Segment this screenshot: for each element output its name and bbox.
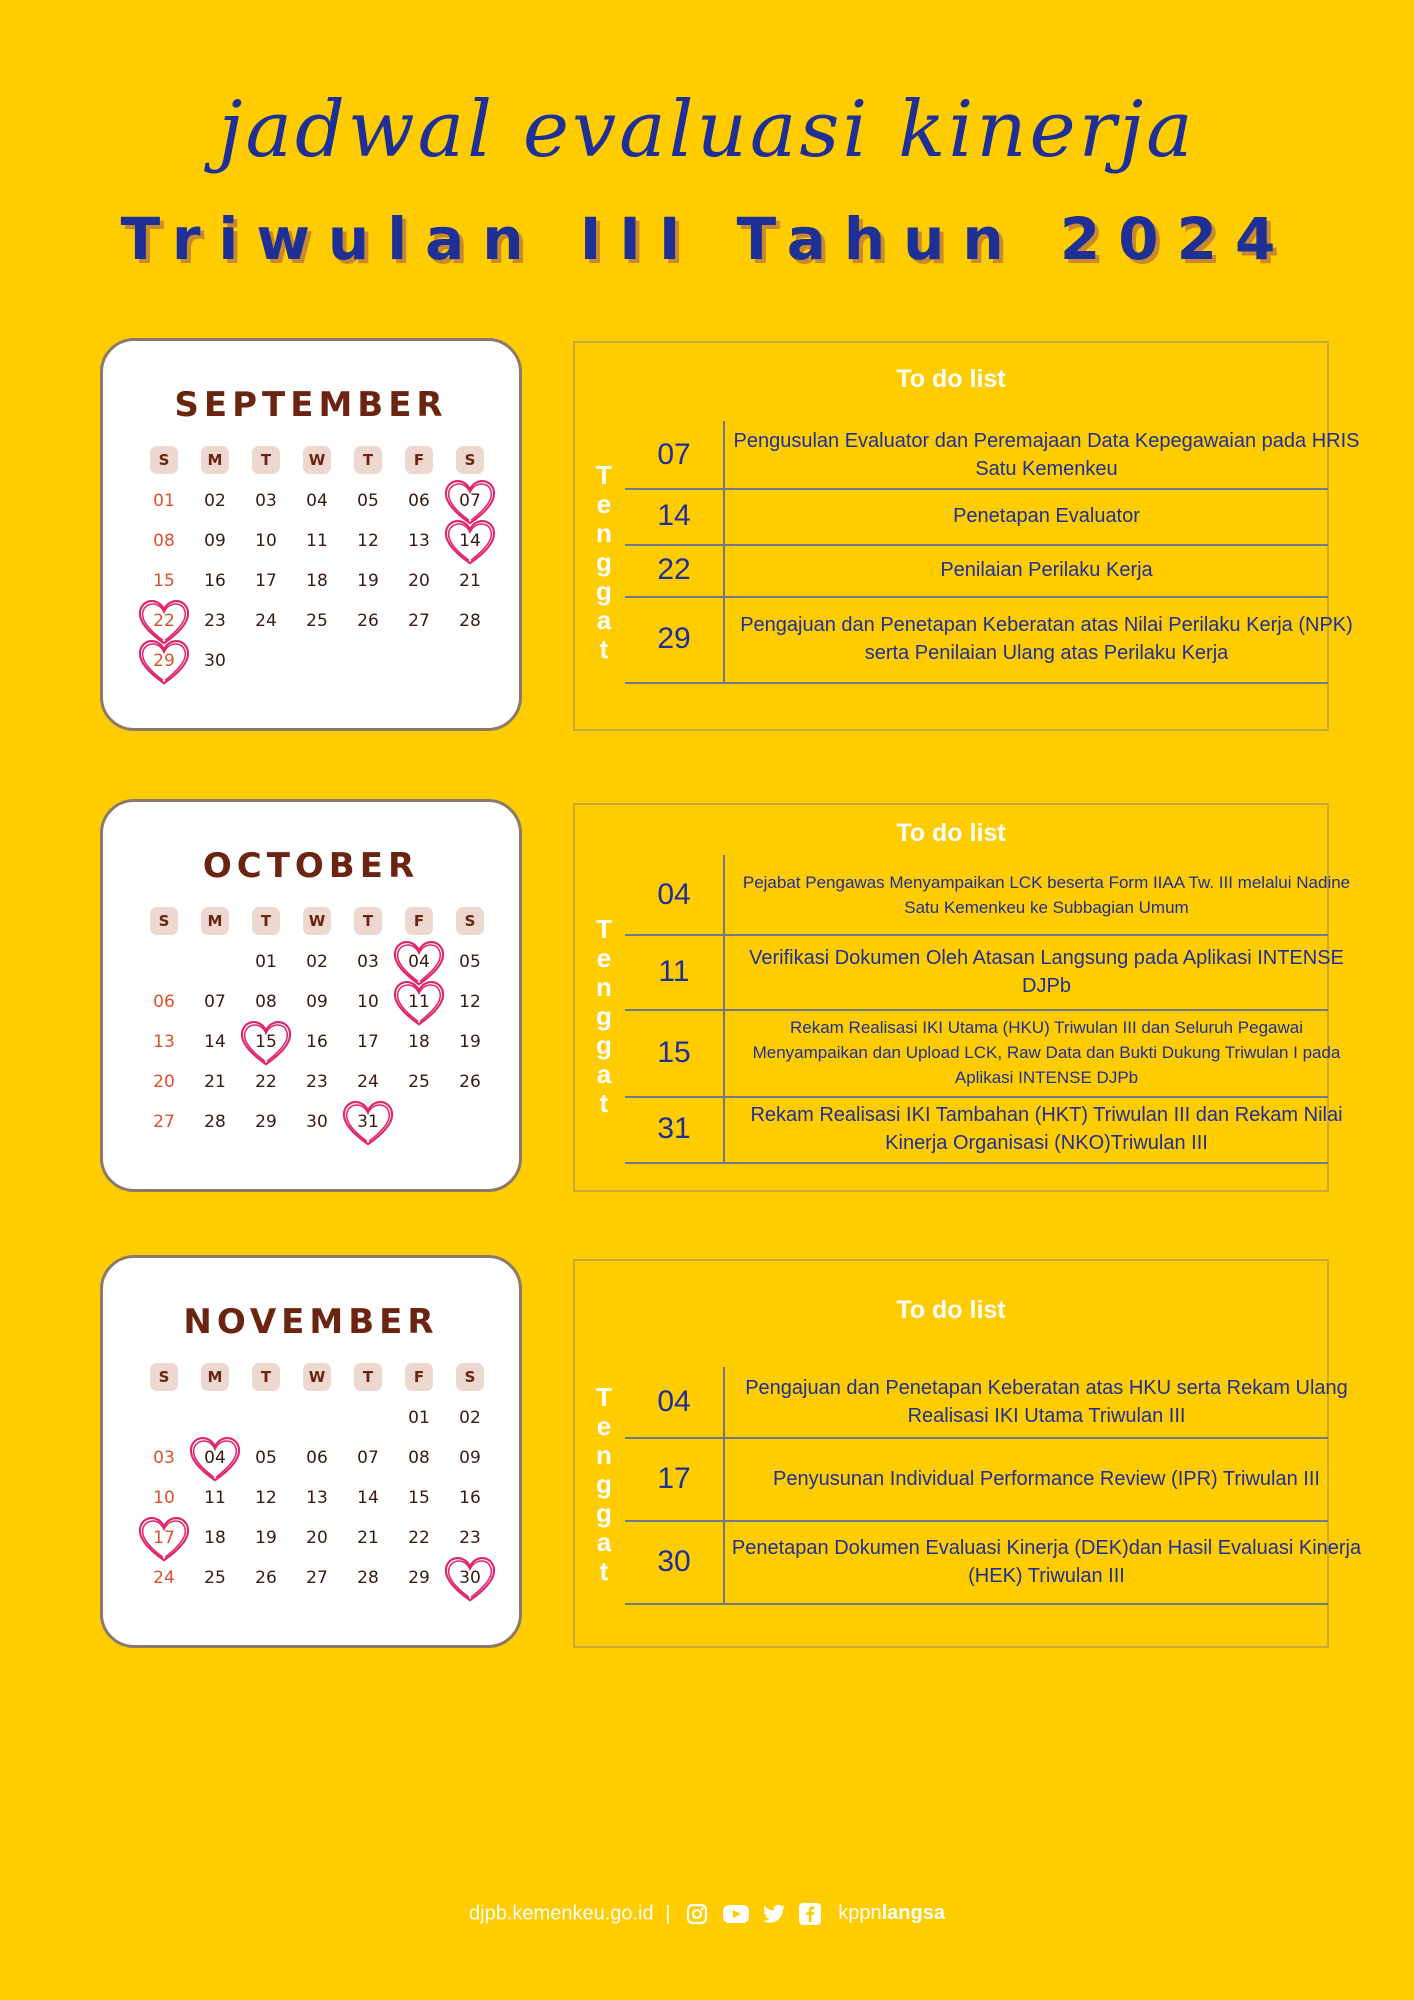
calendar-day: 22 — [153, 611, 175, 631]
calendar-day: 21 — [357, 1528, 379, 1548]
task-description: Rekam Realisasi IKI Tambahan (HKT) Triwulan III dan Rekam Nilai Kinerja Organisasi (NKO)Triwulan III — [750, 1104, 1343, 1154]
calendar-day: 01 — [408, 1408, 430, 1428]
heart-highlight-icon — [339, 1096, 397, 1150]
calendar-day: 30 — [204, 651, 226, 671]
weekday-header: F — [405, 1363, 433, 1391]
heart-highlight-icon — [135, 1512, 193, 1566]
month-title: NOVEMBER — [183, 1302, 439, 1342]
calendar-day: 02 — [204, 491, 226, 511]
calendar-day: 21 — [204, 1072, 226, 1092]
task-date: 31 — [625, 1096, 725, 1162]
calendar-day: 27 — [153, 1112, 175, 1132]
calendar-day: 28 — [357, 1568, 379, 1588]
todo-panel-september — [573, 341, 1360, 731]
calendar-day: 19 — [357, 571, 379, 591]
calendar-day: 14 — [357, 1488, 379, 1508]
task-date: 29 — [625, 596, 725, 682]
heart-highlight-icon — [186, 1432, 244, 1486]
task-date: 04 — [625, 1367, 725, 1437]
calendar-october — [100, 799, 522, 1192]
calendar-day: 23 — [306, 1072, 328, 1092]
weekday-header: S — [150, 1363, 178, 1391]
calendar-day: 12 — [459, 992, 481, 1012]
calendar-day: 15 — [153, 571, 175, 591]
heart-highlight-icon — [237, 1016, 295, 1070]
calendar-september — [100, 338, 522, 731]
calendar-day: 22 — [408, 1528, 430, 1548]
task-description: Rekam Realisasi IKI Utama (HKU) Triwulan III dan Seluruh Pegawai Menyampaikan dan Upload LCK, Raw Data dan Bukti Dukung Triwulan I pada Aplikasi INTENSE DJPb — [752, 1018, 1341, 1087]
task-description: Penetapan Evaluator — [953, 505, 1140, 527]
weekday-header: S — [456, 1363, 484, 1391]
calendar-day: 05 — [255, 1448, 277, 1468]
calendar-day: 12 — [255, 1488, 277, 1508]
calendar-day: 18 — [408, 1032, 430, 1052]
footer — [0, 1902, 1414, 1926]
calendar-day: 02 — [306, 952, 328, 972]
footer-handle[interactable] — [838, 1902, 945, 1924]
heart-highlight-icon — [441, 515, 499, 569]
calendar-day: 13 — [306, 1488, 328, 1508]
weekday-header: T — [354, 1363, 382, 1391]
calendar-day: 20 — [306, 1528, 328, 1548]
task-row — [625, 1009, 1341, 1098]
calendar-day: 08 — [408, 1448, 430, 1468]
weekday-header: W — [303, 907, 331, 935]
calendar-day: 06 — [306, 1448, 328, 1468]
task-date: 30 — [625, 1520, 725, 1603]
calendar-day: 03 — [357, 952, 379, 972]
heart-highlight-icon — [441, 1552, 499, 1606]
calendar-day: 22 — [255, 1072, 277, 1092]
calendar-day: 08 — [255, 992, 277, 1012]
month-title: OCTOBER — [202, 846, 420, 886]
calendar-day: 14 — [204, 1032, 226, 1052]
weekday-header: W — [303, 446, 331, 474]
task-row — [625, 1437, 1328, 1522]
calendar-day: 23 — [459, 1528, 481, 1548]
calendar-day: 25 — [204, 1568, 226, 1588]
weekday-header: T — [252, 1363, 280, 1391]
instagram-icon[interactable] — [685, 1902, 709, 1926]
calendar-day: 01 — [255, 952, 277, 972]
calendar-day: 29 — [408, 1568, 430, 1588]
calendar-day: 25 — [408, 1072, 430, 1092]
youtube-icon[interactable] — [721, 1902, 751, 1926]
task-date: 22 — [625, 544, 725, 596]
calendar-day: 07 — [204, 992, 226, 1012]
weekday-header: T — [252, 907, 280, 935]
calendar-day: 26 — [357, 611, 379, 631]
calendar-day: 23 — [204, 611, 226, 631]
calendar-day: 17 — [255, 571, 277, 591]
calendar-day: 27 — [408, 611, 430, 631]
calendar-day: 20 — [408, 571, 430, 591]
weekday-header: W — [303, 1363, 331, 1391]
handle-prefix: kppn — [838, 1902, 882, 1925]
weekday-header: S — [150, 907, 178, 935]
calendar-day: 19 — [459, 1032, 481, 1052]
weekday-header: T — [354, 907, 382, 935]
weekday-header: M — [201, 446, 229, 474]
calendar-day: 09 — [306, 992, 328, 1012]
task-row — [625, 1520, 1362, 1605]
calendar-day: 31 — [357, 1112, 379, 1132]
weekday-header: M — [201, 907, 229, 935]
task-date: 14 — [625, 488, 725, 544]
task-date: 07 — [625, 421, 725, 488]
calendar-day: 09 — [459, 1448, 481, 1468]
calendar-day: 24 — [255, 611, 277, 631]
task-description: Pejabat Pengawas Menyampaikan LCK beserta Form IIAA Tw. III melalui Nadine Satu Kemenkeu ke Subbagian Umum — [742, 872, 1351, 917]
calendar-day: 04 — [408, 952, 430, 972]
calendar-day: 25 — [306, 611, 328, 631]
handle-bold: langsa — [881, 1902, 945, 1925]
calendar-day: 18 — [204, 1528, 226, 1548]
calendar-day: 10 — [357, 992, 379, 1012]
twitter-icon[interactable] — [762, 1902, 786, 1926]
calendar-day: 11 — [306, 531, 328, 551]
tenggat-label: T e n g g a t — [596, 460, 612, 664]
calendar-day: 24 — [357, 1072, 379, 1092]
month-title: SEPTEMBER — [174, 385, 448, 425]
footer-website[interactable]: djpb.kemenkeu.go.id — [469, 1902, 654, 1925]
calendar-day: 01 — [153, 491, 175, 511]
task-description: Pengajuan dan Penetapan Keberatan atas HKU serta Rekam Ulang Realisasi IKI Utama Triwulan III — [745, 1377, 1348, 1427]
task-description: Penetapan Dokumen Evaluasi Kinerja (DEK)dan Hasil Evaluasi Kinerja (HEK) Triwulan III — [731, 1536, 1362, 1587]
todo-title: To do list — [896, 819, 1006, 847]
calendar-day: 29 — [255, 1112, 277, 1132]
task-description: Verifikasi Dokumen Oleh Atasan Langsung pada Aplikasi INTENSE DJPb — [749, 946, 1344, 997]
calendar-day: 15 — [255, 1032, 277, 1052]
calendar-day: 21 — [459, 571, 481, 591]
task-row — [625, 1367, 1348, 1439]
calendar-november — [100, 1255, 522, 1648]
calendar-day: 14 — [459, 531, 481, 551]
calendar-day: 07 — [357, 1448, 379, 1468]
todo-panel-november — [573, 1259, 1362, 1648]
task-row — [625, 855, 1351, 936]
calendar-day: 02 — [459, 1408, 481, 1428]
calendar-day: 10 — [153, 1488, 175, 1508]
calendar-day: 12 — [357, 531, 379, 551]
calendar-day: 05 — [459, 952, 481, 972]
calendar-day: 10 — [255, 531, 277, 551]
heart-highlight-icon — [135, 635, 193, 689]
facebook-icon[interactable] — [798, 1902, 822, 1926]
calendar-day: 29 — [153, 651, 175, 671]
calendar-day: 15 — [408, 1488, 430, 1508]
script-title: jadwal evaluasi kinerja — [218, 85, 1196, 175]
task-description: Penilaian Perilaku Kerja — [940, 559, 1153, 581]
heart-highlight-icon — [390, 976, 448, 1030]
calendar-day: 30 — [459, 1568, 481, 1588]
task-description: Pengusulan Evaluator dan Peremajaan Data Kepegawaian pada HRIS Satu Kemenkeu — [733, 429, 1360, 480]
todo-title: To do list — [896, 1296, 1006, 1324]
task-row — [625, 544, 1328, 598]
calendar-day: 26 — [255, 1568, 277, 1588]
calendar-day: 26 — [459, 1072, 481, 1092]
calendar-day: 28 — [204, 1112, 226, 1132]
calendar-day: 17 — [357, 1032, 379, 1052]
tenggat-label: T e n g g a t — [596, 914, 612, 1118]
task-row — [625, 596, 1353, 684]
calendar-day: 08 — [153, 531, 175, 551]
calendar-day: 03 — [255, 491, 277, 511]
calendar-day: 13 — [408, 531, 430, 551]
calendar-day: 06 — [153, 992, 175, 1012]
calendar-day: 13 — [153, 1032, 175, 1052]
task-description: Pengajuan dan Penetapan Keberatan atas Nilai Perilaku Kerja (NPK) serta Penilaian Ulang atas Perilaku Kerja — [740, 614, 1353, 664]
calendar-day: 20 — [153, 1072, 175, 1092]
calendar-day: 05 — [357, 491, 379, 511]
calendar-day: 28 — [459, 611, 481, 631]
calendar-day: 16 — [459, 1488, 481, 1508]
task-row — [625, 421, 1360, 490]
task-row — [625, 1096, 1343, 1164]
calendar-day: 16 — [306, 1032, 328, 1052]
weekday-header: M — [201, 1363, 229, 1391]
calendar-day: 19 — [255, 1528, 277, 1548]
weekday-header: F — [405, 446, 433, 474]
calendar-day: 04 — [204, 1448, 226, 1468]
task-row — [625, 488, 1328, 546]
calendar-day: 27 — [306, 1568, 328, 1588]
todo-title: To do list — [896, 365, 1006, 393]
main-title: Triwulan III Tahun 2024 — [120, 205, 1294, 273]
calendar-day: 04 — [306, 491, 328, 511]
task-date: 11 — [625, 934, 725, 1009]
calendar-day: 30 — [306, 1112, 328, 1132]
task-date: 15 — [625, 1009, 725, 1096]
calendar-day: 11 — [204, 1488, 226, 1508]
calendar-day: 03 — [153, 1448, 175, 1468]
calendar-day: 18 — [306, 571, 328, 591]
calendar-day: 06 — [408, 491, 430, 511]
calendar-day: 09 — [204, 531, 226, 551]
todo-panel-october — [573, 803, 1351, 1192]
weekday-header: T — [252, 446, 280, 474]
footer-separator: | — [665, 1902, 671, 1925]
calendar-day: 17 — [153, 1528, 175, 1548]
weekday-header: S — [456, 446, 484, 474]
weekday-header: T — [354, 446, 382, 474]
calendar-day: 16 — [204, 571, 226, 591]
task-date: 17 — [625, 1437, 725, 1520]
task-description: Penyusunan Individual Performance Review (IPR) Triwulan III — [773, 1467, 1320, 1490]
tenggat-label: T e n g g a t — [596, 1382, 612, 1586]
task-date: 04 — [625, 855, 725, 934]
weekday-header: F — [405, 907, 433, 935]
calendar-day: 07 — [459, 491, 481, 511]
task-row — [625, 934, 1344, 1011]
calendar-day: 11 — [408, 992, 430, 1012]
weekday-header: S — [150, 446, 178, 474]
calendar-day: 24 — [153, 1568, 175, 1588]
weekday-header: S — [456, 907, 484, 935]
